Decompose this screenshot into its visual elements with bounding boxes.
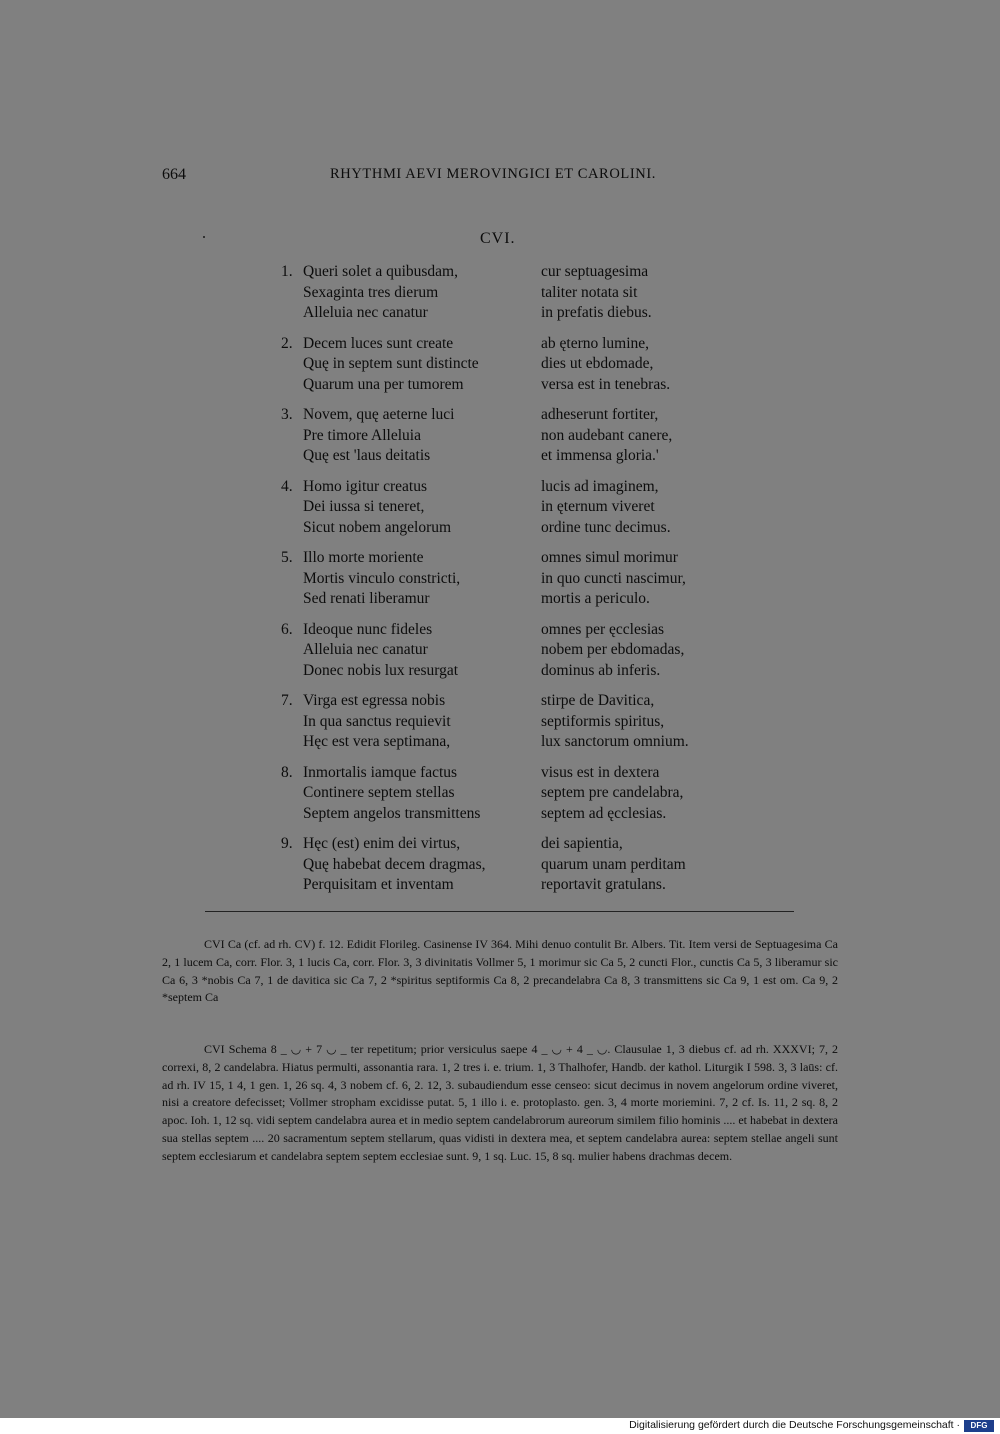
page-number: 664 [162, 166, 186, 183]
stanza [0, 547, 1000, 619]
verse-first-half: Pre timore Alleluia [303, 426, 421, 444]
stanza-number: 7. [281, 692, 293, 709]
stanza-number: 9. [281, 835, 293, 852]
verse-first-half: Sicut nobem angelorum [303, 518, 452, 536]
verse-second-half: in quo cuncti nascimur, [541, 569, 686, 587]
verse-first-half: Homo igitur creatus [303, 477, 427, 495]
verse-first-half: Decem luces sunt create [303, 334, 454, 352]
verse-second-half: dies ut ebdomade, [541, 355, 654, 373]
verse-first-half: Sexaginta tres dierum [303, 283, 439, 301]
dfg-logo: DFG [964, 1420, 994, 1432]
footer-bar [0, 1418, 1000, 1434]
critical-apparatus [162, 936, 838, 1007]
verse-first-half: Dei iussa si teneret, [303, 498, 425, 516]
stanza [0, 762, 1000, 834]
footer-text: Digitalisierung gefördert durch die Deutsche Forschungsgemeinschaft · [629, 1419, 960, 1431]
verse-first-half: Sed renati liberamur [303, 590, 430, 608]
verse-second-half: lux sanctorum omnium. [541, 733, 689, 751]
stanza-number: 3. [281, 406, 293, 423]
verse-second-half: mortis a periculo. [541, 590, 650, 608]
verse-first-half: Ideoque nunc fideles [303, 620, 433, 638]
verse-second-half: adheserunt fortiter, [541, 406, 659, 423]
verse-second-half: quarum unam perditam [541, 855, 686, 873]
stanza-number: 8. [281, 763, 293, 781]
verse-second-half: dominus ab inferis. [541, 661, 661, 679]
verse-second-half: septem ad ęcclesias. [541, 804, 667, 822]
verse-first-half: Hęc est vera septimana, [303, 733, 451, 751]
running-title: RHYTHMI AEVI MEROVINGICI ET CAROLINI. [330, 166, 657, 182]
verse-second-half: septem pre candelabra, [541, 784, 684, 802]
verse-second-half: reportavit gratulans. [541, 876, 666, 894]
verse-first-half: Mortis vinculo constricti, [303, 569, 461, 587]
verse-first-half: Quę habebat decem dragmas, [303, 855, 486, 873]
verse-first-half: Continere septem stellas [303, 784, 455, 802]
stanza [0, 476, 1000, 548]
verse-first-half: Novem, quę aeterne luci [303, 406, 455, 423]
stanza [0, 690, 1000, 762]
commentary [162, 1041, 838, 1166]
margin-dot [203, 236, 205, 238]
footnote-rule [205, 911, 794, 912]
verse-second-half: septiformis spiritus, [541, 712, 665, 730]
verse-second-half: stirpe de Davitica, [541, 692, 655, 709]
verse-first-half: In qua sanctus requievit [303, 712, 451, 730]
verse-second-half: ab ęterno lumine, [541, 334, 650, 352]
stanza [0, 261, 1000, 333]
page-header [0, 166, 1000, 188]
verse-first-half: Quę in septem sunt distincte [303, 355, 479, 373]
verse-first-half: Donec nobis lux resurgat [303, 661, 459, 679]
verse-first-half: Perquisitam et inventam [303, 876, 454, 894]
verse-second-half: cur septuagesima [541, 263, 649, 280]
verse-first-half: Queri solet a quibusdam, [303, 263, 458, 280]
section-title: CVI. [480, 230, 516, 247]
verse-first-half: Quarum una per tumorem [303, 375, 464, 393]
verse-second-half: et immensa gloria.' [541, 447, 659, 465]
poem [0, 261, 1000, 905]
verse-first-half: Septem angelos transmittens [303, 804, 481, 822]
verse-second-half: in ęternum viveret [541, 498, 655, 516]
stanza [0, 833, 1000, 905]
verse-second-half: taliter notata sit [541, 283, 638, 301]
stanza-number: 6. [281, 620, 293, 638]
verse-second-half: visus est in dextera [541, 763, 660, 781]
stanza-number: 4. [281, 477, 293, 495]
verse-second-half: lucis ad imaginem, [541, 477, 659, 495]
stanza-number: 5. [281, 549, 293, 566]
stanza [0, 404, 1000, 476]
verse-first-half: Virga est egressa nobis [303, 692, 446, 709]
commentary-text: CVI Schema 8 _ ◡ + 7 ◡ _ ter repetitum; prior versiculus saepe 4 _ ◡ + 4 _ ◡. Clausulae 1, 3 diebus cf. ad rh. XXXVI; 7, 2 correxi, 8, 2 candelabra. Hiatus permulti, assonantia rara. 1, 2 tres i. e. trium. 1, 3 Thalhofer, Handb. der kathol. Liturgik I 598. 3, 3 laūs: cf. ad rh. IV 15, 1 4, 1 gen. 1, 26 sq. 4, 3 nobem cf. 6, 2. 12, 3. subaudiendum esse censeo: sicut decimus in novem angelorum ordine viveret, nisi a creatore defecisset; Vollmer stropham excidisse putat. 5, 1 illo i. e. protoplasto. gen. 3, 4 morte moriemini. 7, 2 cf. Is. 11, 2 sq. 8, 2 apoc. Ioh. 1, 12 sq. vidi septem candelabra aurea et in medio septem candelabrorum aureorum similem filio hominis .... et habebat in dextera sua stellas septem .... 20 sacramentum septem stellarum, quas vidisti in dextera mea, et septem candelabra aurea: septem stellae angeli sunt septem ecclesiarum et candelabra septem septem ecclesiae sunt. 9, 1 sq. Luc. 15, 8 sq. mulier habens drachmas decem. [162, 1042, 838, 1163]
verse-first-half: Alleluia nec canatur [303, 304, 428, 322]
stanza [0, 619, 1000, 691]
verse-first-half: Hęc (est) enim dei virtus, [303, 835, 461, 852]
verse-second-half: nobem per ebdomadas, [541, 641, 685, 659]
verse-first-half: Illo morte moriente [303, 549, 424, 566]
verse-second-half: ordine tunc decimus. [541, 518, 671, 536]
stanza-number: 1. [281, 263, 293, 280]
verse-second-half: dei sapientia, [541, 835, 623, 852]
stanza-number: 2. [281, 334, 293, 352]
verse-first-half: Quę est 'laus deitatis [303, 447, 431, 465]
verse-second-half: in prefatis diebus. [541, 304, 652, 322]
verse-second-half: non audebant canere, [541, 426, 673, 444]
verse-first-half: Inmortalis iamque factus [303, 763, 458, 781]
verse-second-half: versa est in tenebras. [541, 375, 671, 393]
verse-second-half: omnes per ęcclesias [541, 620, 665, 638]
verse-second-half: omnes simul morimur [541, 549, 678, 566]
stanza [0, 333, 1000, 405]
verse-first-half: Alleluia nec canatur [303, 641, 428, 659]
apparatus-text: CVI Ca (cf. ad rh. CV) f. 12. Edidit Florileg. Casinense IV 364. Mihi denuo contulit Br. Albers. Tit. Item versi de Septuagesima Ca 2, 1 lucem Ca, corr. Flor. 3, 1 lucis Ca, corr. Flor. 3, 3 divinitatis Vollmer 5, 1 morimur sic Ca 5, 2 cuncti Flor., cunctis Ca 5, 3 liberamur sic Ca 6, 3 *nobis Ca 7, 1 de davitica sic Ca 7, 2 *spiritus septiformis Ca 8, 2 precandelabra Ca 8, 3 transmittens sic Ca 9, 1 est om. Ca 9, 2 *septem Ca [162, 937, 838, 1005]
